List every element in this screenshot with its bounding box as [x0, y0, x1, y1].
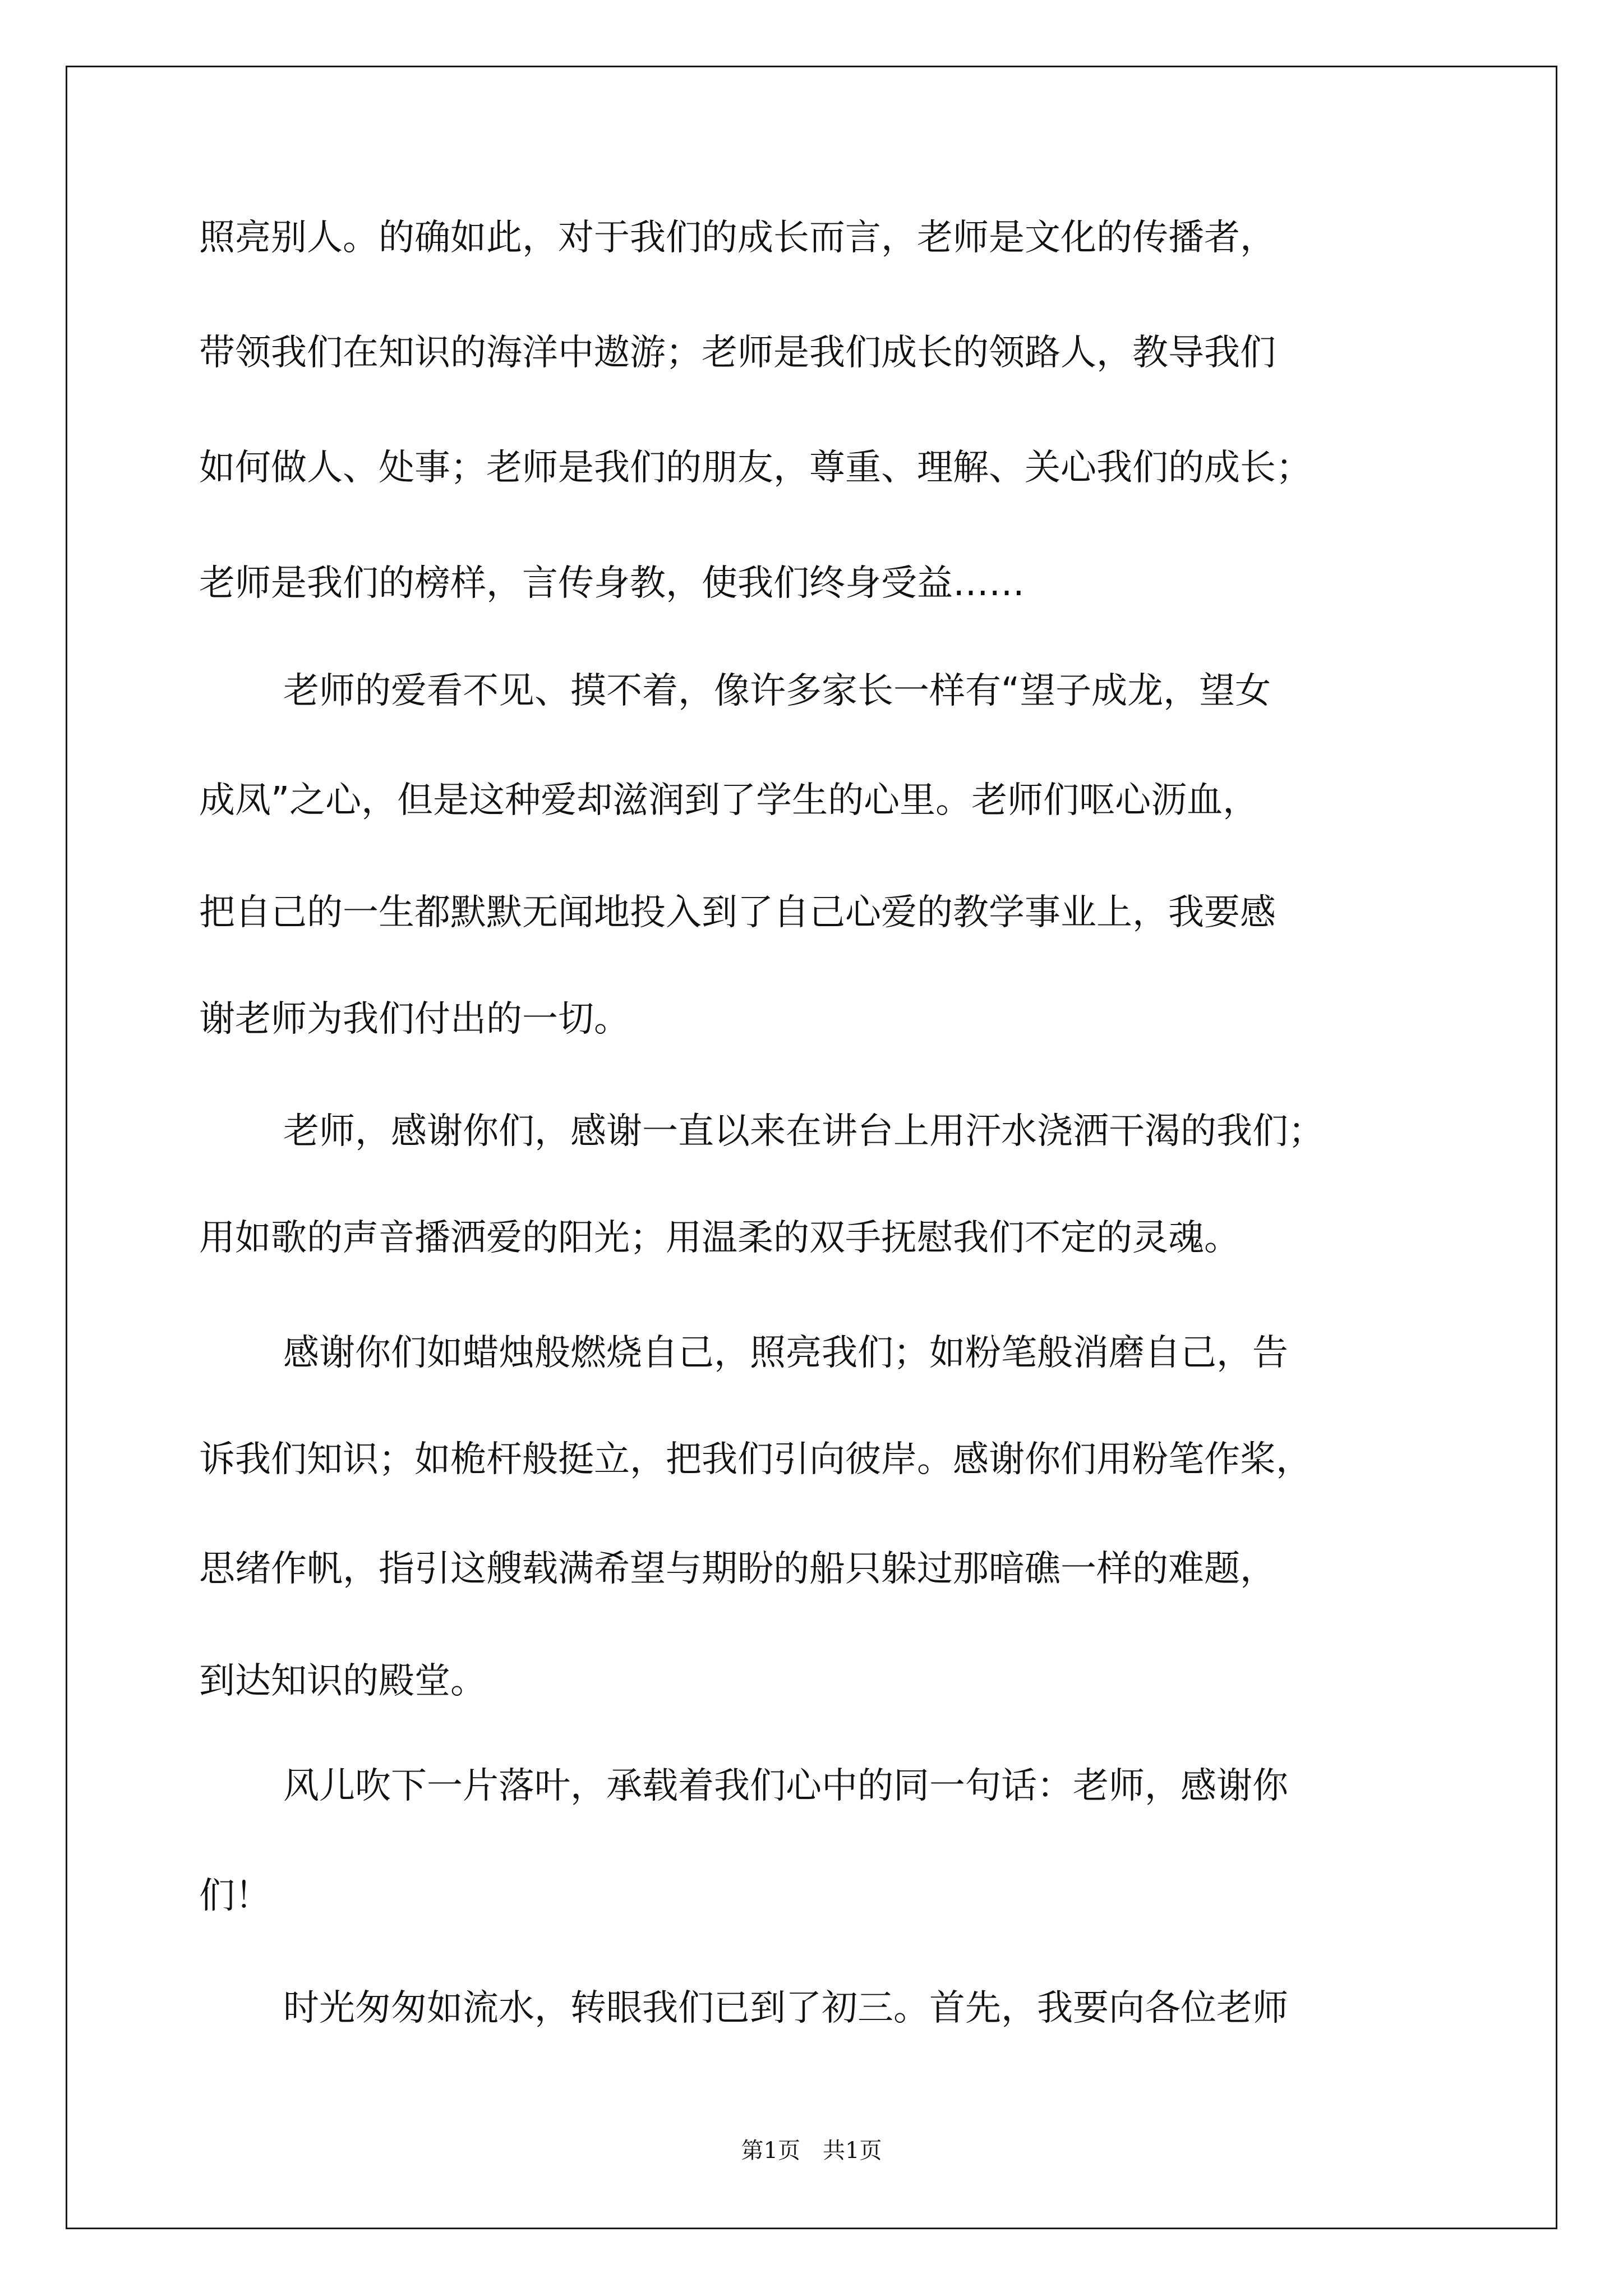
text-line: 带领我们在知识的海洋中遨游；老师是我们成长的领路人，教导我们: [199, 332, 1276, 374]
text-line: 到达知识的殿堂。: [199, 1660, 486, 1702]
text-line: 时光匆匆如流水，转眼我们已到了初三。首先，我要向各位老师: [283, 1987, 1288, 2029]
text-line: 思绪作帆，指引这艘载满希望与期盼的船只躲过那暗礁一样的难题，: [199, 1548, 1276, 1590]
text-line: 诉我们知识；如桅杆般挺立，把我们引向彼岸。感谢你们用粉笔作桨，: [199, 1439, 1312, 1480]
text-line: 感谢你们如蜡烛般燃烧自己，照亮我们；如粉笔般消磨自己，告: [283, 1332, 1288, 1374]
text-line: 用如歌的声音播洒爱的阳光；用温柔的双手抚慰我们不定的灵魂。: [199, 1217, 1240, 1259]
text-line: 风儿吹下一片落叶，承载着我们心中的同一句话：老师，感谢你: [283, 1765, 1288, 1807]
text-line: 如何做人、处事；老师是我们的朋友，尊重、理解、关心我们的成长；: [199, 447, 1312, 489]
text-line: 老师，感谢你们，感谢一直以来在讲台上用汗水浇洒干渴的我们；: [283, 1111, 1324, 1152]
page-number-footer: 第1页 共1页: [741, 2138, 882, 2164]
text-line: 照亮别人。的确如此，对于我们的成长而言，老师是文化的传播者，: [199, 217, 1276, 259]
text-line: 们！: [199, 1875, 271, 1917]
text-line: 老师的爱看不见、摸不着，像许多家长一样有“望子成龙，望女: [283, 670, 1271, 712]
text-line: 老师是我们的榜样，言传身教，使我们终身受益……: [199, 563, 1025, 604]
text-line: 把自己的一生都默默无闻地投入到了自己心爱的教学事业上，我要感: [199, 892, 1276, 933]
text-line: 成凤”之心，但是这种爱却滋润到了学生的心里。老师们呕心沥血，: [199, 780, 1259, 821]
text-line: 谢老师为我们付出的一切。: [199, 999, 630, 1040]
